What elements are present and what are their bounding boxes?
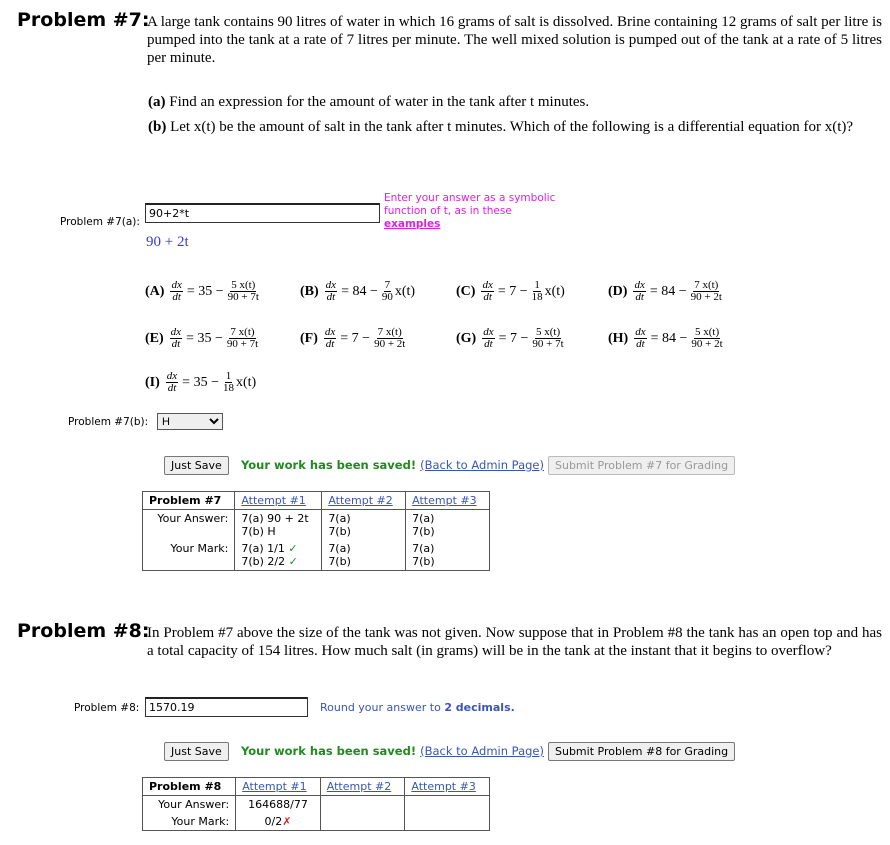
attempt-2-header <box>322 492 406 510</box>
problem-7b-select[interactable] <box>157 413 223 430</box>
mark-cell-2 <box>320 813 405 831</box>
option-key: (C) <box>456 283 476 299</box>
option-d: (D) $\frac{dx}{dt}$ = 84 − $\frac{7 x(t)}{90 + 2t}$ <box>608 279 722 303</box>
problem-7a-input[interactable] <box>145 203 380 223</box>
cross-icon: ✗ <box>282 815 292 828</box>
problem-8-input[interactable] <box>145 697 308 717</box>
option-e: (E) $\frac{dx}{dt}$ = 35 − $\frac{7 x(t)}{90 + 7t}$ <box>145 326 259 350</box>
saved-message-7 <box>241 458 544 472</box>
hint-line-1: Enter your answer as a symbolic <box>384 192 556 204</box>
your-answer-label: Your Answer: <box>143 510 235 541</box>
hint-line-2: function of t, as in these <box>384 205 512 217</box>
attempt-2-link[interactable]: Attempt #2 <box>328 494 393 507</box>
attempt-1-link[interactable]: Attempt #1 <box>242 780 307 793</box>
answer-cell-3: 7(a) 7(b) <box>406 510 490 541</box>
mark-cell-3 <box>405 813 490 831</box>
saved-message-8 <box>241 744 544 758</box>
part-b <box>148 118 881 136</box>
option-key: (G) <box>456 330 477 346</box>
check-icon: ✓ <box>288 555 298 568</box>
problem-8-statement: In Problem #7 above the size of the tank was not given. Now suppose that in Problem #8 the tank has an open top and has a total capacity of 154 litres. How much salt (in grams) will be in the tank at the instant that it begins to overflow? <box>147 625 882 659</box>
part-b-label: (b) <box>148 119 167 135</box>
check-icon: ✓ <box>288 542 298 555</box>
option-key: (E) <box>145 330 164 346</box>
attempt-3-link[interactable]: Attempt #3 <box>411 780 476 793</box>
attempt-1-link[interactable]: Attempt #1 <box>241 494 306 507</box>
part-a <box>148 93 883 111</box>
attempts-table-7 <box>142 491 490 571</box>
just-save-button-8[interactable]: Just Save <box>164 742 229 761</box>
option-c: (C) $\frac{dx}{dt}$ = 7 − $\frac{1}{18}$ x(t) <box>456 279 565 303</box>
your-mark-label: Your Mark: <box>143 813 236 831</box>
problem-7a-label: Problem #7(a): <box>60 216 140 228</box>
problem-7b-label: Problem #7(b): <box>68 416 149 428</box>
answer-cell-1: 164688/77 <box>236 796 321 814</box>
table-header: Problem #7 <box>143 492 235 510</box>
option-key: (I) <box>145 374 160 390</box>
option-key: (D) <box>608 283 628 299</box>
answer-cell-1: 7(a) 90 + 2t 7(b) H <box>235 510 322 541</box>
back-to-admin-link-7[interactable]: (Back to Admin Page) <box>420 458 544 472</box>
your-mark-label: Your Mark: <box>143 540 235 571</box>
problem-8-label: Problem #8: <box>74 702 140 714</box>
option-f: (F) $\frac{dx}{dt}$ = 7 − $\frac{7 x(t)}{90 + 2t}$ <box>300 326 406 350</box>
mark-cell-1: 0/2✗ <box>236 813 321 831</box>
attempt-2-link[interactable]: Attempt #2 <box>326 780 392 793</box>
option-i: (I) $\frac{dx}{dt}$ = 35 − $\frac{1}{18}$ x(t) <box>145 370 257 394</box>
problem-8-title: Problem #8: <box>17 620 150 642</box>
just-save-button-7[interactable]: Just Save <box>164 456 229 475</box>
answer-cell-2: 7(a) 7(b) <box>322 510 406 541</box>
option-key: (H) <box>608 330 629 346</box>
problem-7-statement: A large tank contains 90 litres of water in which 16 grams of salt is dissolved. Brine containing 12 grams of salt per litre is pumped into the tank at a rate of 7 litres per minute. The well mixed solution is pumped out of the tank at a rate of 5 litres per minute. <box>147 14 882 66</box>
answer-cell-3 <box>405 796 490 814</box>
part-a-label: (a) <box>148 94 166 110</box>
problem-7-title: Problem #7: <box>17 9 150 31</box>
part-a-text: Find an expression for the amount of water in the tank after t minutes. <box>169 94 590 110</box>
examples-link[interactable]: examples <box>384 218 441 230</box>
table-header: Problem #8 <box>143 778 236 796</box>
option-b: (B) $\frac{dx}{dt}$ = 84 − $\frac{7}{90}$ x(t) <box>300 279 416 303</box>
attempt-3-header <box>406 492 490 510</box>
submit-problem-7-button[interactable]: Submit Problem #7 for Grading <box>548 456 735 475</box>
mark-cell-1: 7(a) 1/1 ✓ 7(b) 2/2 ✓ <box>235 540 322 571</box>
attempts-table-8 <box>142 777 490 831</box>
option-g: (G) $\frac{dx}{dt}$ = 7 − $\frac{5 x(t)}{90 + 7t}$ <box>456 326 564 350</box>
saved-text-7: Your work has been saved! <box>241 458 417 472</box>
answer-cell-2 <box>320 796 405 814</box>
submit-problem-8-button[interactable]: Submit Problem #8 for Grading <box>548 742 735 761</box>
round-hint: Round your answer to 2 decimals. <box>320 701 515 714</box>
mark-cell-3: 7(a) 7(b) <box>406 540 490 571</box>
option-key: (A) <box>145 283 165 299</box>
mark-cell-2: 7(a) 7(b) <box>322 540 406 571</box>
back-to-admin-link-8[interactable]: (Back to Admin Page) <box>420 744 544 758</box>
saved-text-8: Your work has been saved! <box>241 744 417 758</box>
attempt-3-link[interactable]: Attempt #3 <box>412 494 477 507</box>
attempt-1-header <box>235 492 322 510</box>
option-key: (B) <box>300 283 319 299</box>
part-b-text: Let x(t) be the amount of salt in the tank after t minutes. Which of the following is a differential equation for x(t)? <box>170 119 854 135</box>
option-h: (H) $\frac{dx}{dt}$ = 84 − $\frac{5 x(t)}{90 + 2t}$ <box>608 326 723 350</box>
answer-preview: 90 + 2t <box>146 234 189 250</box>
option-a: (A) $\frac{dx}{dt}$ = 35 − $\frac{5 x(t)}{90 + 7t}$ <box>145 279 259 303</box>
hint-text <box>384 192 555 231</box>
your-answer-label: Your Answer: <box>143 796 236 814</box>
option-key: (F) <box>300 330 318 346</box>
